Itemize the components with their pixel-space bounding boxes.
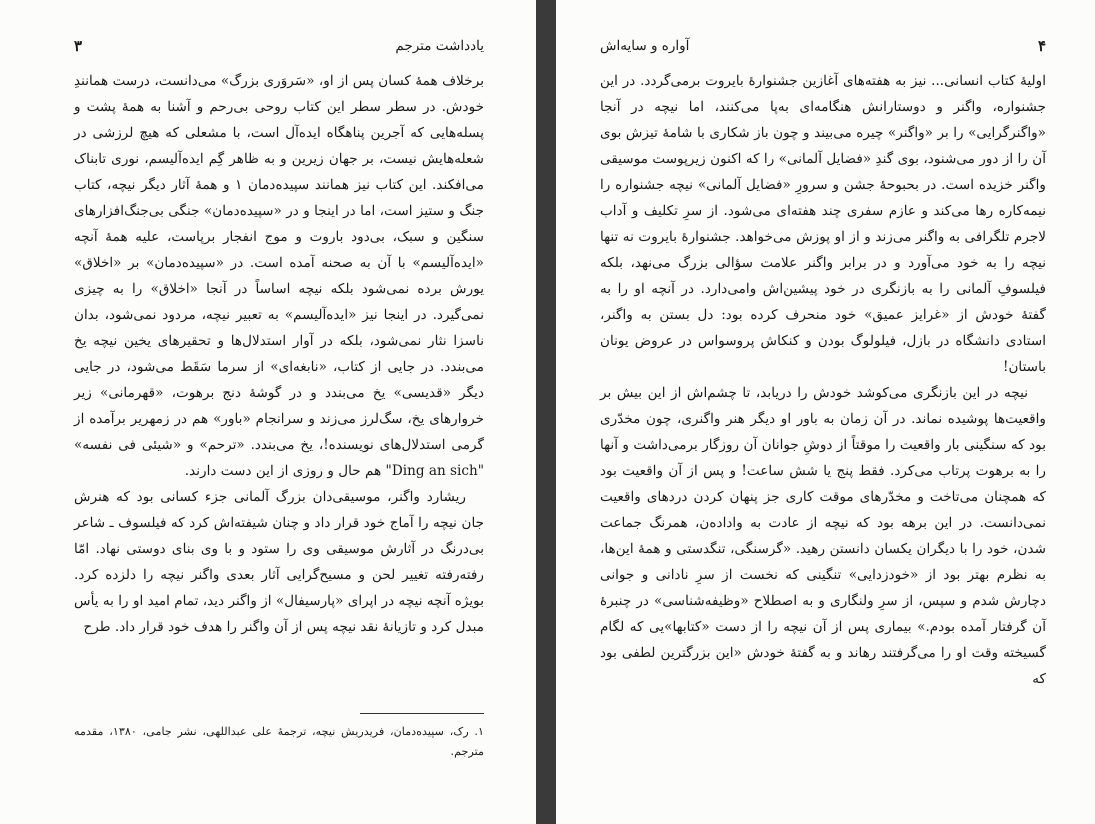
right-body-text (600, 68, 1046, 692)
left-running-title: یادداشت مترجم (395, 38, 484, 54)
right-running-title: آواره و سایه‌اش (600, 38, 690, 54)
left-running-head (74, 34, 484, 58)
right-paragraph-1: اولیهٔ کتاب انسانی... نیز به هفته‌های آغازین جشنوارهٔ بایروت برمی‌گردد. در این جشنواره، واگنر و دوستارانش هنگامه‌ای به‌پا می‌کنند، اما نیچه در آنجا «واگنرگرایی» را بر «واگنر» چیره می‌بیند و چون باز شکاری با شامهٔ تیزش بوی آن را از دور می‌شنود، بوی گندِ «فضایل آلمانی» را که اکنون زیرپوست موسیقی واگنر خزیده است. در بحبوحهٔ جشن و سرورِ «فضایل آلمانی» نیچه جشنواره را نیمه‌کاره رها می‌کند و عازم سفری چند هفته‌ای می‌شود. از سرِ تکلیف و آداب لاجرم تلگرافی به واگنر می‌زند و از او پوزش می‌خواهد. جشنوارهٔ بایروت نه تنها نیچه را به خود می‌آورد و در برابر واگنر علامت سؤالی بزرگ می‌نهد، بلکه فیلسوفِ آلمانی را به بازنگری در خود پیشین‌اش وامی‌دارد. در آنچه او را به گفتهٔ خودش از «غرایز عمیق» خود منحرف کرده بود: دل بستن به واگنر، استادی دانشگاه در بازل، فیلولوگ بودن و کنکاش پروسواس در عروض یونان باستان! (600, 73, 1046, 375)
right-page-number: ۴ (1037, 37, 1046, 55)
right-page (556, 0, 1095, 824)
footnote-rule (360, 713, 484, 714)
right-running-head (600, 34, 1046, 58)
footnote: ۱. رک، سپیده‌دمان، فریدریش نیچه، ترجمهٔ علی عبداللهی، نشر جامی، ۱۳۸۰، مقدمه مترجم. (74, 725, 485, 758)
book-gutter (536, 0, 556, 824)
left-body-text (74, 68, 484, 640)
left-paragraph-1: برخلاف همهٔ کسان پس از او، «سَروَری بزرگ» می‌دانست، درست همانندِ خودش. در سطر سطر این کتاب روحی بی‌رحم و آشنا به همهٔ پشت و پسله‌هایی که آجرین پناهگاه ایده‌آل است، با مشعلی که هیچ لرزشی در شعله‌هایش نیست، بر جهان زیرین و به ظاهر گِم ایده‌آلیسم، نوری تابناک می‌افکند. این کتاب نیز همانند سپیده‌دمان ۱ و همهٔ آثار دیگر نیچه، کتاب جنگ و ستیز است، اما در اینجا و در «سپیده‌دمان» جنگی بی‌جنگ‌افزارهای سنگین و سبک، بی‌دود باروت و موج انفجار برپاست، علیه همهٔ آنچه «ایده‌آلیسم» با آن به صحنه آمده است. در «سپیده‌دمان» بر «اخلاق» یورش برده نمی‌شود بلکه نیچه اساساً در آنجا «اخلاق» را به چیزی نمی‌گیرد. در اینجا نیز «ایده‌آلیسم» به تعبیر نیچه، مردود نمی‌شود، بدان ناسزا نثار نمی‌شود، بلکه در آوار استدلال‌ها و تحقیرهای یخین نیچه یخ می‌بندد. در جایی از کتاب، «نابغه‌ای» از سرما سَقَط می‌شود، در جایی دیگر «قدیسی» یخ می‌بندد و در گوشهٔ دنج برهوت، «قهرمانی» زیر خروارهای یخ، سگ‌لرز می‌زند و سرانجام «باور» هم در زمهریر برآمده از گرمی استدلال‌های نویسنده!، یخ می‌بندد. «ترحم» و «شیئی فی نفسه» "Ding an sich" هم حال و روزی از این دست دارند. (74, 73, 484, 479)
left-page-number: ۳ (74, 37, 83, 55)
left-paragraph-2: ریشارد واگنر، موسیقی‌دان بزرگ آلمانی جزء کسانی بود که هنرش جان نیچه را آماج خود قرار داد و چنان شیفته‌اش کرد که فیلسوف ـ شاعر بی‌درنگ در آثارش موسیقی وی را ستود و با وی بنای دوستی نهاد. امّا رفته‌رفته تغییر لحن و مسیح‌گرایی آثار بعدی واگنر نیچه را دلزده کرد. بویژه آنچه نیچه در اپرای «پارسیفال» از واگنر دید، تمام امید او را به یأس مبدل کرد و تازیانهٔ نقد نیچه پس از آن واگنر را هدف خود قرار داد. طرح (74, 489, 484, 635)
left-page (0, 0, 536, 824)
right-paragraph-2: نیچه در این بازنگری می‌کوشد خودش را دریابد، تا چشم‌اش از این بیش بر واقعیت‌ها پوشیده نماند. در آن زمان به باور او دیگر هنر واگنری، چون مخدّری بود که سنگینی بار واقعیت را موقتاً از دوشِ جوانان آن روزگار برمی‌داشت و آنها را به برهوت پرتاب می‌کرد. فقط پنج یا شش ساعت! و پس از آن واقعیت بود که همچنان می‌تاخت و مخدّرهای موقت کاری جز پنهان کردن دردهای واقعیت نمی‌دانست. در این برهه بود که نیچه از عادت به واداده‌ن، همرنگ جماعت شدن، خود را با دیگران یکسان دانستن رهید. «گرسنگی، تنگدستی و همهٔ این‌ها، به نظرم بهتر بود از «خودزدایی» تنگینی که نخست از سرِ نادانی و جوانی دچارش شدم و سپس، از سرِ ولنگاری و به اصطلاح «وظیفه‌شناسی» در چنبرهٔ آن گرفتار آمده بودم.» بیماری پس از آن نیچه را از دست «کتابها»یی که لگام گسیخته وقت او را می‌گرفتند رهاند و به گفتهٔ خودش «این بزرگترین لطفی بود که (600, 385, 1046, 687)
